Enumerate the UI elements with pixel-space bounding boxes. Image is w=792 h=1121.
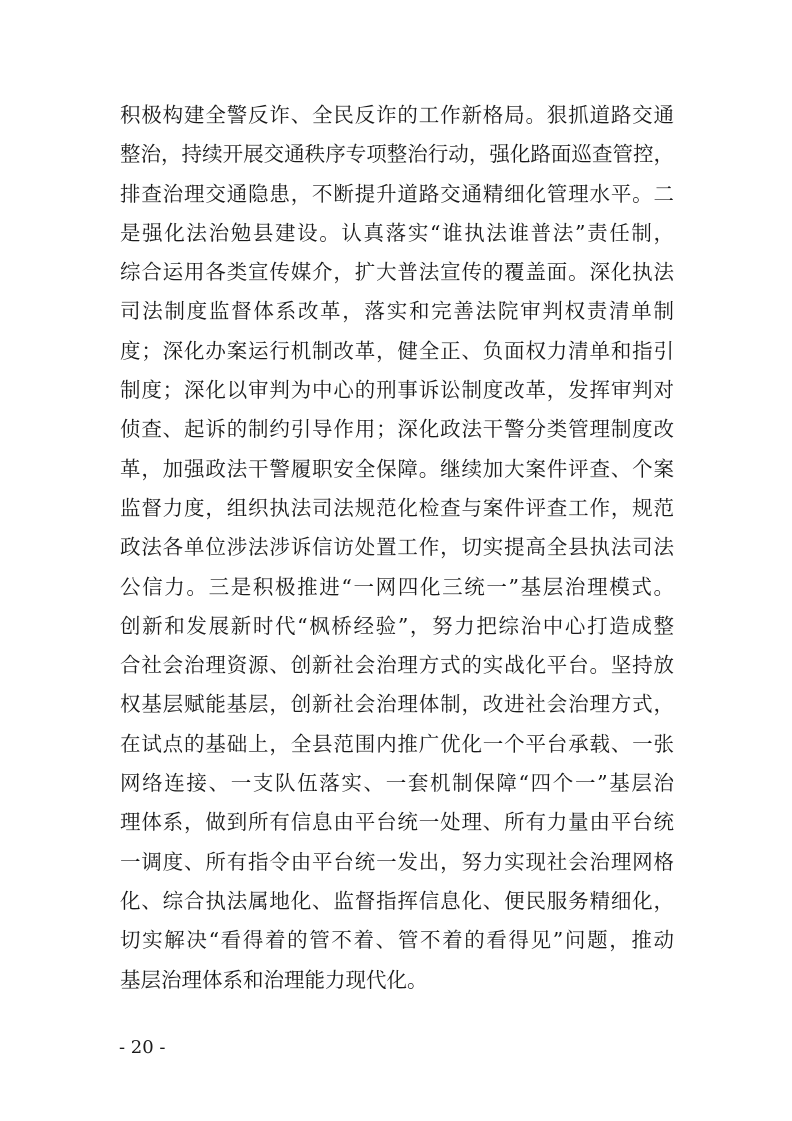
paragraph-line: 切实解决“看得着的管不着、管不着的看得见”问题，推动 <box>120 928 674 953</box>
paragraph-line: 合社会治理资源、创新社会治理方式的实战化平台。坚持放 <box>120 653 674 678</box>
paragraph-line: 积极构建全警反诈、全民反诈的工作新格局。狠抓道路交通 <box>120 103 674 127</box>
paragraph-line: 网络连接、一支队伍落实、一套机制保障“四个一”基层治 <box>120 771 674 796</box>
paragraph-line: 整治，持续开展交通秩序专项整治行动，强化路面巡查管控， <box>120 142 674 167</box>
paragraph-line: 化、综合执法属地化、监督指挥信息化、便民服务精细化， <box>120 888 674 913</box>
paragraph-line: 司法制度监督体系改革，落实和完善法院审判权责清单制 <box>120 299 674 324</box>
paragraph-line: 在试点的基础上，全县范围内推广优化一个平台承载、一张 <box>120 731 674 756</box>
paragraph-line: 度；深化办案运行机制改革，健全正、负面权力清单和指引 <box>120 338 674 363</box>
page-number: - 20 - <box>119 1037 166 1058</box>
paragraph-line: 理体系，做到所有信息由平台统一处理、所有力量由平台统 <box>120 810 674 835</box>
paragraph-line: 权基层赋能基层，创新社会治理体制，改进社会治理方式， <box>120 692 674 717</box>
paragraph-line: 革，加强政法干警履职安全保障。继续加大案件评查、个案 <box>120 456 674 481</box>
paragraph-line: 排查治理交通隐患，不断提升道路交通精细化管理水平。二 <box>120 181 674 206</box>
paragraph-line: 公信力。三是积极推进“一网四化三统一”基层治理模式。 <box>120 574 674 599</box>
paragraph-line: 侦查、起诉的制约引导作用；深化政法干警分类管理制度改 <box>120 417 674 442</box>
paragraph-line: 监督力度，组织执法司法规范化检查与案件评查工作，规范 <box>120 495 674 520</box>
paragraph-line: 一调度、所有指令由平台统一发出，努力实现社会治理网格 <box>120 849 674 874</box>
paragraph-line: 制度；深化以审判为中心的刑事诉讼制度改革，发挥审判对 <box>120 378 674 403</box>
paragraph-line: 综合运用各类宣传媒介，扩大普法宣传的覆盖面。深化执法 <box>120 260 674 285</box>
paragraph-line: 基层治理体系和治理能力现代化。 <box>120 967 428 992</box>
paragraph-line: 政法各单位涉法涉诉信访处置工作，切实提高全县执法司法 <box>120 535 674 560</box>
paragraph-line: 是强化法治勉县建设。认真落实“谁执法谁普法”责任制， <box>120 220 674 245</box>
paragraph-line: 创新和发展新时代“枫桥经验”，努力把综治中心打造成整 <box>120 613 674 638</box>
body-paragraph <box>120 96 674 1000</box>
